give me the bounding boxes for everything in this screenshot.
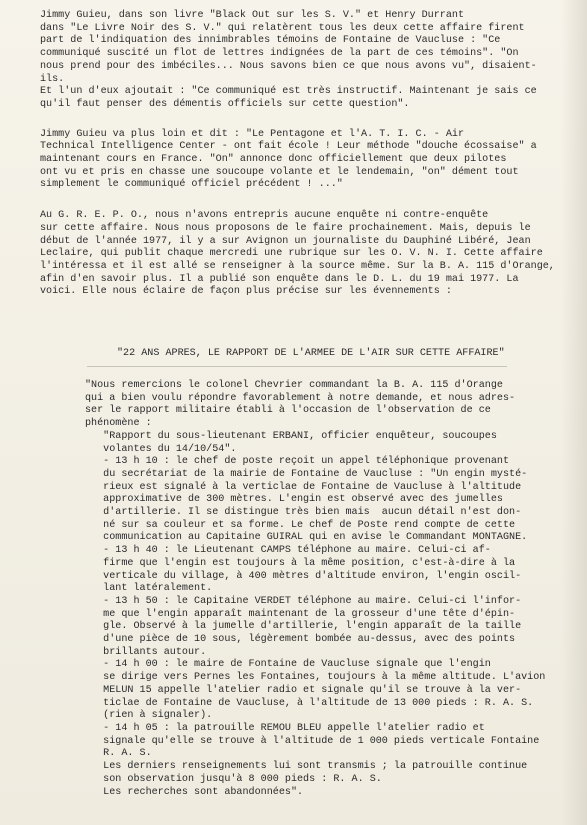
paragraph-gap bbox=[40, 192, 560, 210]
paragraph-grepo: Au G. R. E. P. O., nous n'avons entrepris aucune enquête ni contre-enquête sur cette affaire. Nous nous proposons de le faire prochainement. Mais, depuis le début de l'année 1977, il y a sur Avignon un journaliste du Dauphiné Libéré, Jean Leclaire, qui publit chaque mercredi une rubrique sur les O. V. N. I. Cette affaire l'intéressa et il est allé se renseigner à la source même. Sur la B. A. 115 d'Orange, afin d'en savoir plus. Il a publié son enquête dans le D. L. du 19 mai 1977. La voici. Elle nous éclaire de façon plus précise sur les évennements : bbox=[40, 210, 555, 298]
paragraph-gap bbox=[40, 112, 560, 129]
report-heading: "22 ANS APRES, LE RAPPORT DE L'ARMEE DE L'AIR SUR CETTE AFFAIRE" bbox=[117, 348, 505, 359]
paragraph-pentagone: Jimmy Guieu va plus loin et dit : "Le Pentagone et l'A. T. I. C. - Air Technical Intelligence Center - ont fait école ! Leur méthode "douche écossaise" a maintenant cours en France. "On" annonce donc officiellement que deux pilotes ont vu et pris en chasse une soucoupe volante et le lendemain, "on" dément tout simplement le communiqué officiel précédent ! ..." bbox=[40, 128, 537, 191]
body-text bbox=[40, 10, 560, 299]
military-report-quote: "Nous remercions le colonel Chevrier commandant la B. A. 115 d'Orange qui a bien voulu répondre favorablement à notre demande, et nous adres- ser le rapport militaire établi à l'occasion de l'observation de ce phénomène : "Rapport du sous-lieutenant ERBANI, officier enquêteur, soucoupes volantes du 14/10/54". - 13 h 10 : le chef de poste reçoit un appel téléphonique provenant du secrétariat de la mairie de Fontaine de Vaucluse : "Un engin mysté- rieux est signalé à la verticlae de Fontaine de Vaucluse à l'altitude approximative de 300 mètres. L'engin est observé avec des jumelles d'artillerie. Il se distingue très bien mais aucun détail n'est don- né sur sa couleur et sa forme. Le chef de Poste rend compte de cette communication au Capitaine GUIRAL qui en avise le Commandant MONTAGNE. - 13 h 40 : le Lieutenant CAMPS téléphone au maire. Celui-ci af- firme que l'engin est toujours à la même position, c'est-à-dire à la verticale du village, à 400 mètres d'altitude environ, l'engin oscil- lant latéralement. - 13 h 50 : le Capitaine VERDET téléphone au maire. Celui-ci l'infor- me que l'engin apparaît maintenant de la grosseur d'une tête d'épin- gle. Observé à la jumelle d'artillerie, l'engin apparaît de la taille d'une pièce de 10 sous, légèrement bombée au-dessus, avec des points brillants autour. - 14 h 00 : le maire de Fontaine de Vaucluse signale que l'engin se dirige vers Pernes les Fontaines, toujours à la même altitude. L'avion MELUN 15 appelle l'atelier radio et signale qu'il se trouve à la ver- ticlae de Fontaine de Vaucluse, à l'altitude de 13 000 pieds : R. A. S. (rien à signaler). - 14 h 05 : la patrouille REMOU BLEU appelle l'atelier radio et signale qu'elle se trouve à l'altitude de 1 000 pieds verticale Fontaine R. A. S. Les derniers renseignements lui sont transmis ; la patrouille continue son observation jusqu'à 8 000 pieds : R. A. S. Les recherches sont abandonnées". bbox=[85, 380, 546, 798]
paragraph-guieu-durrant: Jimmy Guieu, dans son livre "Black Out sur les S. V." et Henry Durrant dans "Le Livre Noir des S. V." qui relatèrent tous les deux cette affaire firent part de l'indiquation des innimbrables témoins de Fontaine de Vaucluse : "Ce communiqué suscité un flot de lettres indignées de la part de ces témoins". "On nous prend pour des imbéciles... Nous savons bien ce que nous avons vu", disaient-ils. Et l'un d'eux ajoutait : "Ce communiqué est très instructif. Maintenant je sais ce qu'il faut penser des démentis officiels sur cette question". bbox=[40, 10, 537, 110]
heading-underline bbox=[87, 366, 507, 367]
